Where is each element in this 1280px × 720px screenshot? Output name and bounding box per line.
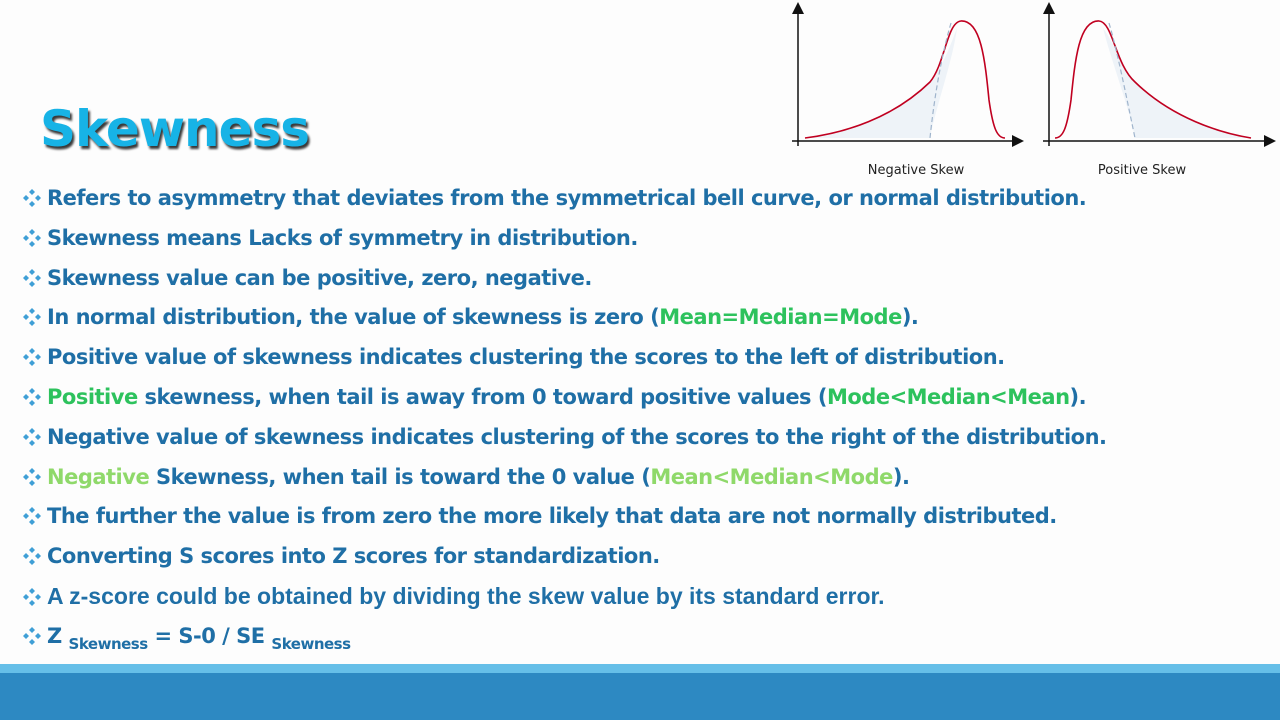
bullet-item (22, 537, 1107, 577)
formula-subscript: Skewness (271, 634, 351, 653)
bullet-text: Skewness value can be positive, zero, negative. (47, 265, 592, 290)
positive-skew-panel (1043, 5, 1273, 146)
diamond-bullet-icon (22, 301, 47, 341)
bullet-highlight: Mean<Median<Mode (650, 464, 893, 489)
bullet-item (22, 298, 1107, 338)
bullet-text: Negative value of skewness indicates clustering of the scores to the right of the distribution. (47, 424, 1107, 449)
bullet-item (22, 497, 1107, 537)
bullet-text: In normal distribution, the value of skewness is zero ( (47, 305, 660, 330)
skew-diagram (785, 0, 1280, 185)
bullet-item (22, 219, 1107, 259)
bullet-item (22, 259, 1107, 299)
bullet-highlight: Mean=Median=Mode (659, 305, 902, 330)
diamond-bullet-icon (22, 500, 47, 540)
bullet-item-formula (22, 617, 1107, 657)
bullet-lead-highlight: Positive (47, 384, 138, 409)
diamond-bullet-icon (22, 461, 47, 501)
bullet-text: ). (892, 464, 910, 489)
diamond-bullet-icon (22, 222, 47, 262)
negative-skew-panel (792, 5, 1021, 146)
formula-subscript: Skewness (68, 634, 148, 653)
bullet-text: Skewness, when tail is toward the 0 value ( (149, 464, 651, 489)
formula-middle: = S-0 / SE (147, 623, 272, 648)
bullet-list (22, 179, 1107, 657)
bullet-text: Positive value of skewness indicates clustering the scores to the left of distribution. (47, 345, 1005, 370)
footer-band-light (0, 664, 1280, 673)
bullet-item (22, 338, 1107, 378)
negative-skew-label: Negative Skew (867, 163, 965, 178)
diamond-bullet-icon (22, 381, 47, 421)
diamond-bullet-icon (22, 580, 47, 620)
bullet-highlight: Mode<Median<Mean (826, 384, 1070, 409)
diamond-bullet-icon (22, 540, 47, 580)
bullet-text: Converting S scores into Z scores for standardization. (47, 544, 660, 569)
bullet-item (22, 418, 1107, 458)
formula-z: Z (47, 623, 69, 648)
footer-band (0, 673, 1280, 720)
bullet-text: skewness, when tail is away from 0 toward positive values ( (137, 384, 827, 409)
diamond-bullet-icon (22, 341, 47, 381)
bullet-text: A z-score could be obtained by dividing the skew value by its standard error. (47, 582, 885, 609)
bullet-item (22, 378, 1107, 418)
diamond-bullet-icon (22, 421, 47, 461)
bullet-text: Refers to asymmetry that deviates from the symmetrical bell curve, or normal distribution. (47, 186, 1087, 210)
bullet-item (22, 179, 1107, 219)
diamond-bullet-icon (22, 262, 47, 302)
skew-illustration (785, 0, 1280, 185)
positive-skew-shaded-area (1103, 28, 1251, 138)
positive-skew-label: Positive Skew (1097, 163, 1187, 178)
bullet-text: Skewness means Lacks of symmetry in distribution. (47, 225, 638, 250)
bullet-text: ). (901, 305, 919, 330)
negative-skew-shaded-area (805, 28, 957, 138)
bullet-lead-highlight: Negative (47, 464, 150, 489)
slide-title: Skewness (40, 100, 310, 158)
diamond-bullet-icon (22, 182, 47, 222)
bullet-item (22, 458, 1107, 498)
bullet-text: The further the value is from zero the more likely that data are not normally distributed. (47, 504, 1057, 529)
bullet-item (22, 577, 1107, 617)
diamond-bullet-icon (22, 620, 47, 660)
bullet-text: ). (1069, 384, 1087, 409)
